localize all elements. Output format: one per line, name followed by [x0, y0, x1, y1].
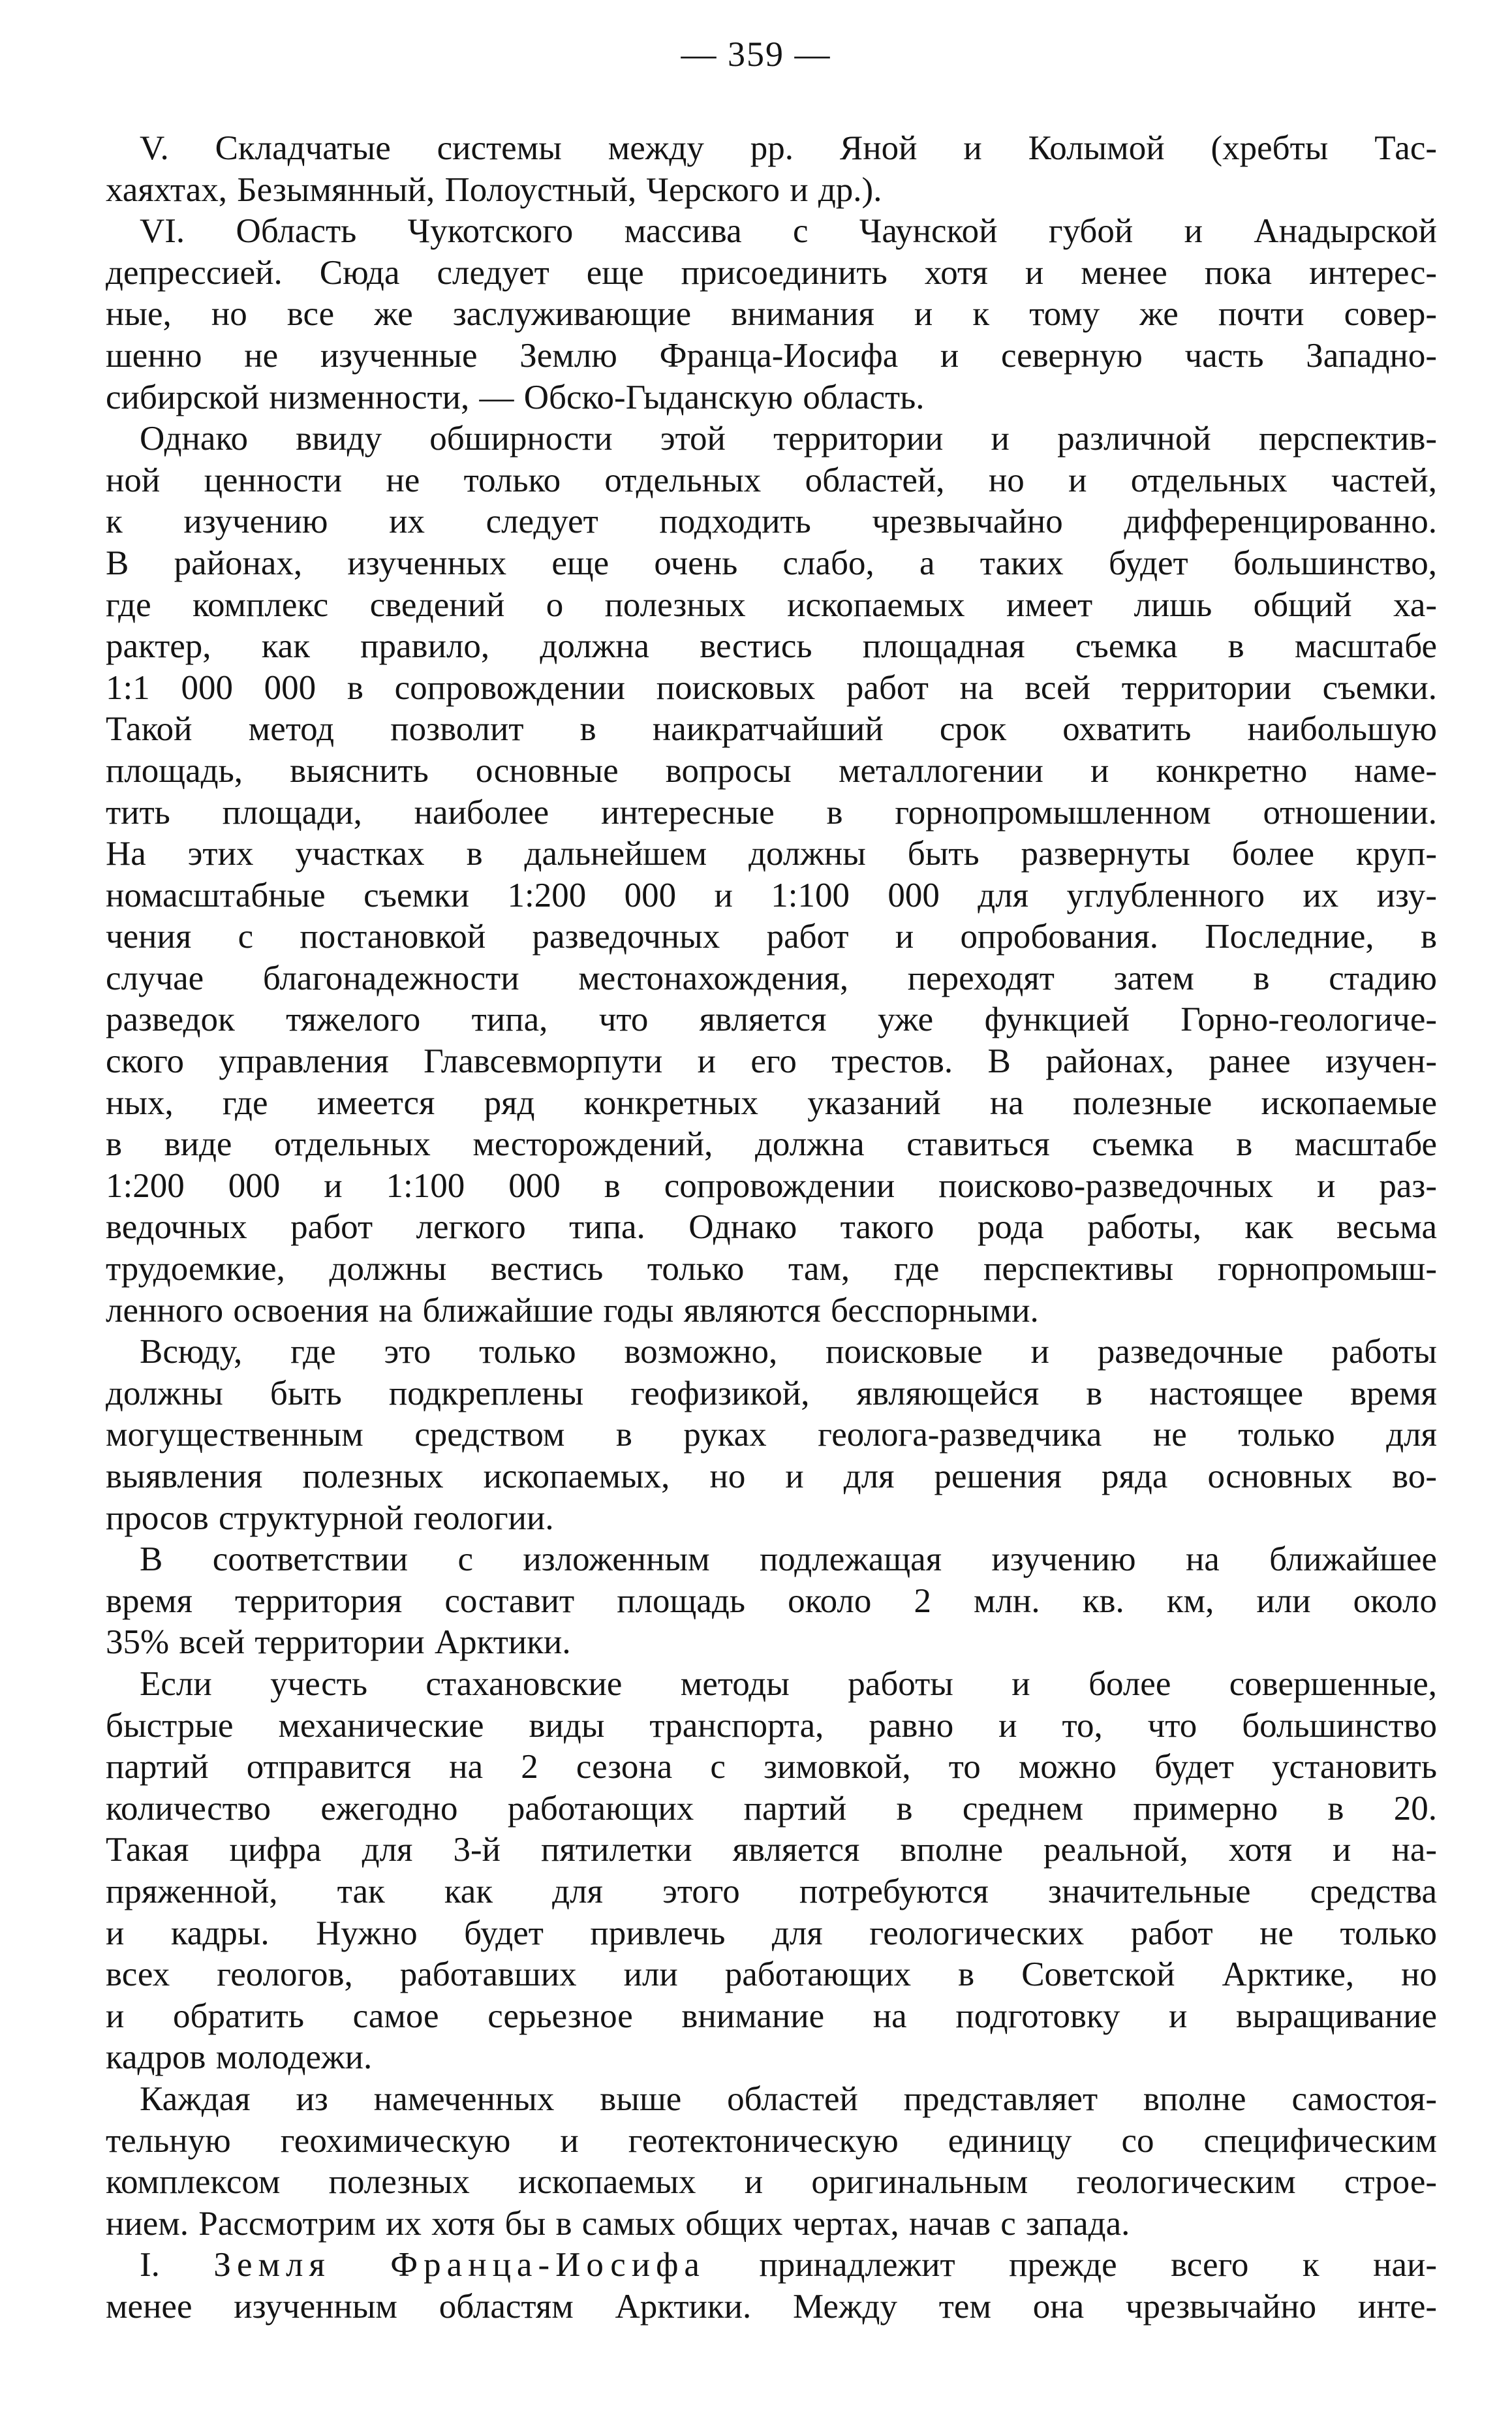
paragraph: [106, 1664, 1437, 2079]
text-line: ского управления Главсевморпути и его трестов. В районах, ранее изучен-: [106, 1042, 1437, 1081]
text-line: ных, где имеется ряд конкретных указаний на полезные ископаемые: [106, 1083, 1437, 1122]
text-line: номасштабные съемки 1:200 000 и 1:100 000 для углубленного их изу-: [106, 876, 1437, 914]
text-line: менее изученным областям Арктики. Между тем она чрезвычайно инте-: [106, 2287, 1437, 2326]
paragraph: [106, 1331, 1437, 1539]
text-line: комплексом полезных ископаемых и оригинальным геологическим строе-: [106, 2163, 1437, 2202]
text-line: в виде отдельных месторождений, должна ставиться съемка в масштабе: [106, 1125, 1437, 1164]
text-line: партий отправится на 2 сезона с зимовкой, то можно будет установить: [106, 1748, 1437, 1786]
text-line: выявления полезных ископаемых, но и для решения ряда основных во-: [106, 1457, 1437, 1495]
text-line: разведок тяжелого типа, что является уже функцией Горно-геологиче-: [106, 1001, 1437, 1039]
text-line-rest: принадлежит прежде всего к наи-: [759, 2246, 1438, 2284]
section-heading: Земля Франца-Иосифа: [213, 2246, 705, 2284]
text-line: кадров молодежи.: [106, 2038, 373, 2077]
text-line: 1:1 000 000 в сопровождении поисковых работ на всей территории съемки.: [106, 668, 1437, 707]
text-line: время территория составит площадь около 2 млн. кв. км, или около: [106, 1581, 1437, 1620]
text-line: 35% всей территории Арктики.: [106, 1623, 571, 1662]
text-line: быстрые механические виды транспорта, равно и то, что большинство: [106, 1706, 1437, 1745]
text-line: рактер, как правило, должна вестись площадная съемка в масштабе: [106, 627, 1437, 666]
text-line: хаяхтах, Безымянный, Полоустный, Черского и др.).: [106, 170, 882, 209]
text-line: На этих участках в дальнейшем должны быть развернуты более круп-: [106, 835, 1437, 873]
text-line: тить площади, наиболее интересные в горнопромышленном отношении.: [106, 793, 1437, 832]
text-line: В соответствии с изложенным подлежащая изучению на ближайшее: [140, 1540, 1437, 1579]
text-line: Если учесть стахановские методы работы и более совершенные,: [140, 1664, 1437, 1703]
text-line: Всюду, где это только возможно, поисковые и разведочные работы: [140, 1333, 1437, 1371]
text-line: ведочных работ легкого типа. Однако такого рода работы, как весьма: [106, 1208, 1437, 1247]
text-line: случае благонадежности местонахождения, переходят затем в стадию: [106, 959, 1437, 997]
text-line: В районах, изученных еще очень слабо, а таких будет большинство,: [106, 544, 1437, 582]
text-line: нием. Рассмотрим их хотя бы в самых общих чертах, начав с запада.: [106, 2204, 1130, 2243]
text-line: ные, но все же заслуживающие внимания и к тому же почти совер-: [106, 295, 1437, 334]
text-line: могущественным средством в руках геолога-разведчика не только для: [106, 1416, 1437, 1454]
text-line: V. Складчатые системы между рр. Яной и Колымой (хребты Тас-: [140, 129, 1437, 167]
text-line: и обратить самое серьезное внимание на подготовку и выращивание: [106, 1997, 1437, 2035]
text-line: ной ценности не только отдельных областей, но и отдельных частей,: [106, 461, 1437, 499]
section-number: I.: [140, 2246, 160, 2284]
text-line: и кадры. Нужно будет привлечь для геологических работ не только: [106, 1914, 1437, 1952]
text-line: площадь, выяснить основные вопросы металлогении и конкретно наме-: [106, 751, 1437, 790]
text-line: Такая цифра для 3-й пятилетки является вполне реальной, хотя и на-: [106, 1831, 1437, 1869]
text-line: депрессией. Сюда следует еще присоединить хотя и менее пока интерес-: [106, 253, 1437, 292]
paragraph: [106, 128, 1437, 211]
text-line: [106, 2245, 1437, 2286]
text-line: трудоемкие, должны вестись только там, где перспективы горнопромыш-: [106, 1250, 1437, 1288]
text-line: пряженной, так как для этого потребуются значительные средства: [106, 1872, 1437, 1910]
paragraph-section-franz-josef-land: [106, 2245, 1437, 2327]
text-line: Однако ввиду обширности этой территории и различной перспектив-: [140, 420, 1437, 458]
text-line: шенно не изученные Землю Франца-Иосифа и северную часть Западно-: [106, 336, 1437, 375]
text-line: Такой метод позволит в наикратчайший срок охватить наибольшую: [106, 710, 1437, 749]
text-line: просов структурной геологии.: [106, 1499, 554, 1537]
paragraph: [106, 211, 1437, 418]
text-line: сибирской низменности, — Обско-Гыданскую область.: [106, 378, 925, 416]
text-line: 1:200 000 и 1:100 000 в сопровождении поисково-разведочных и раз-: [106, 1166, 1437, 1205]
text-line: VI. Область Чукотского массива с Чаунской губой и Анадырской: [140, 212, 1437, 251]
text-line: Каждая из намеченных выше областей представляет вполне самостоя-: [140, 2079, 1437, 2118]
text-line: ленного освоения на ближайшие годы являются бесспорными.: [106, 1291, 1039, 1330]
text-line: количество ежегодно работающих партий в среднем примерно в 20.: [106, 1789, 1437, 1828]
text-line: должны быть подкреплены геофизикой, являющейся в настоящее время: [106, 1374, 1437, 1412]
paragraphs: [106, 128, 1437, 2245]
text-line: всех геологов, работавших или работающих в Советской Арктике, но: [106, 1955, 1437, 1994]
body-text: [106, 128, 1437, 2327]
text-line: чения с постановкой разведочных работ и опробования. Последние, в: [106, 918, 1437, 956]
text-line: тельную геохимическую и геотектоническую единицу со специфическим: [106, 2121, 1437, 2160]
text-line: где комплекс сведений о полезных ископаемых имеет лишь общий ха-: [106, 585, 1437, 624]
page-number: — 359 —: [681, 35, 831, 74]
paragraph: [106, 418, 1437, 1331]
text-line: к изучению их следует подходить чрезвычайно дифференцированно.: [106, 503, 1437, 541]
paragraph: [106, 2079, 1437, 2245]
paragraph: [106, 1539, 1437, 1664]
